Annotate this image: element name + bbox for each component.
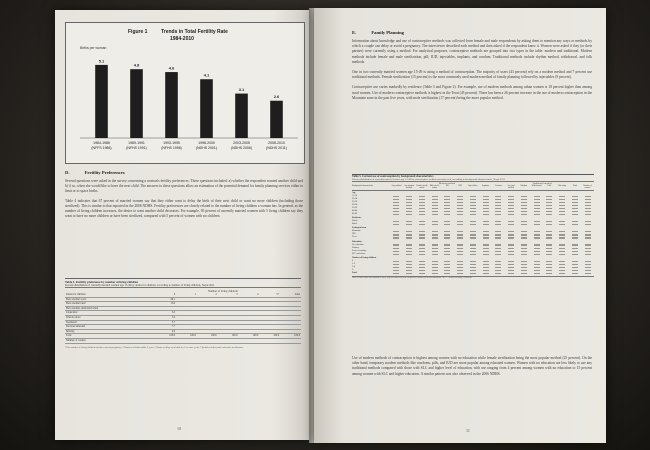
table-4-note: ¹ The number of living children includes current pregnancy. ² Wants next birth within 2 years. ³ Wants to delay next birth for 2 or more years. ⁴ Includes both female and male sterilization. bbox=[65, 345, 244, 349]
table-5-col-header: Not using bbox=[558, 185, 567, 187]
table-cell-illegible bbox=[581, 236, 594, 239]
row-label: Primary bbox=[352, 246, 360, 249]
table-cell-illegible bbox=[441, 223, 454, 226]
table-5-group-label: Number of living children bbox=[352, 256, 377, 259]
table-cell-illegible bbox=[569, 236, 582, 239]
table-cell-illegible bbox=[530, 236, 543, 239]
row-label: Have another soon² bbox=[65, 297, 155, 302]
table-cell: 100.0 bbox=[280, 334, 301, 339]
section-e-paragraph-4: Use of modern methods of contraception is highest among women with no education while female sterilization being the most popular method (25 percent). On the other hand, temporary modern methods like condoms, pills, and IUD are more popular among educated women. Women with no education are less likely to use any traditional methods compared with those with SLC and higher level of education, with use ranging from 4 percent among women with no education to 15 percent among women with SLC and higher education. A similar pattern was also observed in the 2006 NDHS. bbox=[352, 356, 592, 376]
section-e-paragraph-2: One in two currently married women age 15-49 is using a method of contraception. The majority of users (43 percent) rely on a modern method and 7 percent use traditional methods. Female sterilization (15 percent) is the most commonly used modern method of family planning followed by injectables (9 percent). bbox=[352, 70, 592, 80]
table-cell-illegible bbox=[428, 253, 441, 256]
page-number-left: 10 bbox=[177, 426, 181, 431]
bar-0 bbox=[95, 65, 108, 138]
table-cell-illegible bbox=[505, 213, 518, 216]
bar-3 bbox=[200, 79, 213, 138]
table-5-col-header: Rhythm bbox=[520, 185, 528, 187]
section-d-number: D. bbox=[65, 170, 70, 175]
row-label: Urban bbox=[352, 220, 358, 223]
x-tick-label-5-1: (NDHS 2011) bbox=[266, 146, 287, 150]
bar-4 bbox=[235, 94, 248, 138]
table-cell-illegible bbox=[441, 272, 454, 275]
table-cell-illegible bbox=[518, 223, 531, 226]
table-4-col-header: 5+ bbox=[259, 293, 280, 297]
table-cell-illegible bbox=[581, 272, 594, 275]
x-tick-label-4-0: 2003-2005 bbox=[233, 141, 250, 145]
table-cell: 5.4 bbox=[155, 315, 176, 320]
chart-subtitle: 1984-2010 bbox=[170, 36, 194, 42]
table-cell-illegible bbox=[441, 236, 454, 239]
table-cell-illegible bbox=[454, 236, 467, 239]
table-5-col-header: Male sterili-zation bbox=[429, 185, 440, 190]
table-row bbox=[352, 253, 594, 256]
table-cell: 66.1 bbox=[155, 297, 176, 302]
table-cell-illegible bbox=[479, 272, 492, 275]
table-5-col-header: Condom bbox=[494, 185, 502, 187]
table-cell-illegible bbox=[581, 253, 594, 256]
table-cell-illegible bbox=[454, 213, 467, 216]
table-cell-illegible bbox=[454, 223, 467, 226]
table-cell-illegible bbox=[556, 253, 569, 256]
table-4-col-header: Total bbox=[280, 293, 301, 297]
row-label: 5+ bbox=[352, 268, 355, 271]
bar-5 bbox=[270, 101, 283, 138]
table-5-group-label: Ecological zone bbox=[352, 227, 367, 230]
table-4-col-header: 4 bbox=[239, 293, 260, 297]
bar-2 bbox=[165, 72, 178, 138]
table-cell-illegible bbox=[454, 253, 467, 256]
row-label: Sterilized⁴ bbox=[65, 320, 155, 325]
table-5-col-header: IUD bbox=[458, 185, 462, 187]
x-tick-label-4-1: (NDHS 2006) bbox=[230, 146, 253, 150]
table-5-group-label: Residence bbox=[352, 217, 362, 220]
table-4-grid bbox=[65, 293, 301, 344]
table-row bbox=[352, 236, 594, 239]
table-row bbox=[352, 223, 594, 226]
table-cell-illegible bbox=[403, 236, 416, 239]
table-row bbox=[352, 272, 594, 275]
right-page bbox=[314, 8, 606, 443]
table-cell: 100.0 bbox=[197, 334, 218, 339]
table-5 bbox=[352, 174, 594, 280]
table-cell bbox=[259, 338, 280, 343]
row-label: No education bbox=[352, 243, 364, 246]
table-cell bbox=[176, 338, 197, 343]
row-label: 0 bbox=[352, 259, 354, 262]
bar-value-label-1: 4.8 bbox=[133, 62, 140, 68]
table-cell-illegible bbox=[518, 253, 531, 256]
row-label: Rural bbox=[352, 223, 357, 226]
table-5-col-header: Any method bbox=[391, 185, 402, 187]
table-cell-illegible bbox=[581, 213, 594, 216]
table-cell-illegible bbox=[479, 236, 492, 239]
y-axis-label: Births per woman bbox=[80, 46, 107, 50]
table-cell-illegible bbox=[479, 213, 492, 216]
x-tick-label-3-0: 1998-2000 bbox=[198, 141, 215, 145]
table-cell-illegible bbox=[428, 272, 441, 275]
bar-1 bbox=[130, 69, 143, 138]
table-cell-illegible bbox=[416, 272, 429, 275]
page-number-right: 11 bbox=[466, 428, 470, 433]
table-4-title: Table 4. Fertility preference by number of living children bbox=[65, 280, 138, 284]
table-cell-illegible bbox=[467, 272, 480, 275]
section-e-paragraph-1: Information about knowledge and use of contraceptive methods was collected from female and male respondents by asking them to mention any ways or methods by which a couple can delay or avoid a pregnancy. The interviewer described each method and then asked if the respondent knew it. Women were asked if they (or their partner) were currently using a method. For analytical purposes, contraceptive methods are grouped into two types in the table: modern and traditional. Modern methods include female and male sterilization, pill, IUD, injectables, implants, and condom. Traditional methods include rhythm method, withdrawal, and folk methods. bbox=[352, 39, 592, 64]
section-e-paragraph-3: Contraceptive use varies markedly by residence (Table 5 and Figure 2). For example, use of modern methods among urban women is 18 percent higher than among rural women. Use of modern contraceptive methods is highest in the Terai (45 percent). There has been a 26 percent increase in the use of modern contraception in the Mountain zone in the past five years, with male sterilization (17 percent) being the more popular method. bbox=[352, 85, 592, 100]
table-5-traditional-group: Traditional method bbox=[532, 182, 552, 185]
table-5-col-header: Number of women bbox=[583, 185, 592, 190]
table-cell-illegible bbox=[530, 272, 543, 275]
bar-value-label-0: 5.1 bbox=[98, 58, 105, 64]
table-5-col-header: Any modern method bbox=[404, 185, 415, 190]
table-cell-illegible bbox=[479, 223, 492, 226]
row-label: Have another later³ bbox=[65, 302, 155, 307]
table-cell-illegible bbox=[390, 236, 403, 239]
table-cell-illegible bbox=[569, 213, 582, 216]
table-cell-illegible bbox=[505, 223, 518, 226]
row-label: 20-24 bbox=[352, 197, 358, 200]
section-e-continued bbox=[352, 356, 592, 377]
table-cell-illegible bbox=[403, 272, 416, 275]
table-5-group-label: Age bbox=[352, 191, 356, 194]
row-label: Undecided bbox=[65, 311, 155, 316]
table-cell-illegible bbox=[390, 223, 403, 226]
table-cell-illegible bbox=[556, 272, 569, 275]
section-e-number: E. bbox=[352, 30, 357, 35]
table-cell: 7.7 bbox=[155, 325, 176, 330]
table-cell: 100.0 bbox=[259, 334, 280, 339]
row-label: 25-29 bbox=[352, 200, 358, 203]
left-page bbox=[55, 10, 312, 440]
x-tick-label-3-1: (NDHS 2001) bbox=[195, 146, 218, 150]
table-cell-illegible bbox=[428, 236, 441, 239]
table-cell: 3.7 bbox=[155, 320, 176, 325]
table-5-note: Note: If more than one method is used, only the most effective method is considered in this tabulation. SLC = School Leaving Certificate bbox=[352, 276, 594, 280]
figure-1-box bbox=[65, 22, 305, 164]
table-cell-illegible bbox=[505, 253, 518, 256]
table-4-row-header: Desire for children bbox=[65, 293, 155, 297]
table-cell-illegible bbox=[543, 213, 556, 216]
table-5-col-header: Any trad. method bbox=[507, 185, 515, 190]
row-label: Have another, undecided when bbox=[65, 306, 155, 311]
table-cell-illegible bbox=[492, 236, 505, 239]
row-label: Number of women bbox=[65, 338, 155, 343]
table-cell: 13.6 bbox=[155, 302, 176, 307]
table-cell: 0.6 bbox=[155, 329, 176, 334]
row-label: 35-39 bbox=[352, 207, 358, 210]
row-label: Total bbox=[65, 334, 155, 339]
table-5-col-header: With-drawal bbox=[531, 185, 542, 187]
table-cell-illegible bbox=[492, 253, 505, 256]
table-4-subtitle: Percent distribution of currently married women age 15-49 by desire for children, according to number of living children, Nepal 2011 bbox=[65, 284, 301, 288]
table-cell-illegible bbox=[505, 236, 518, 239]
table-cell-illegible bbox=[390, 272, 403, 275]
table-5-col-header: Pill bbox=[445, 185, 449, 187]
table-cell-illegible bbox=[441, 213, 454, 216]
tfr-bar-chart bbox=[66, 23, 304, 163]
x-tick-label-0-0: 1984-1986 bbox=[93, 141, 110, 145]
row-label: 40-44 bbox=[352, 210, 358, 213]
table-cell-illegible bbox=[569, 223, 582, 226]
table-4-column-group: Number of living children¹ bbox=[207, 290, 239, 293]
table-cell-illegible bbox=[556, 223, 569, 226]
table-cell-illegible bbox=[390, 213, 403, 216]
table-5-col-header: Folk bbox=[547, 185, 552, 187]
table-cell-illegible bbox=[428, 213, 441, 216]
x-tick-label-1-1: (NFHS 1991) bbox=[126, 146, 147, 150]
row-label: Want no more bbox=[65, 315, 155, 320]
table-cell-illegible bbox=[467, 223, 480, 226]
table-5-col-header: Implants bbox=[482, 185, 490, 187]
table-cell: 3.0 bbox=[155, 311, 176, 316]
table-cell-illegible bbox=[543, 272, 556, 275]
table-cell: 100.0 bbox=[239, 334, 260, 339]
chart-title: Trends in Total Fertility Rate bbox=[161, 29, 228, 35]
table-cell-illegible bbox=[569, 253, 582, 256]
row-label: Missing bbox=[65, 329, 155, 334]
table-cell-illegible bbox=[530, 213, 543, 216]
table-cell bbox=[218, 338, 239, 343]
table-cell-illegible bbox=[416, 223, 429, 226]
bar-value-label-4: 3.1 bbox=[238, 87, 245, 93]
table-cell-illegible bbox=[530, 253, 543, 256]
row-label: Declared infecund bbox=[65, 325, 155, 330]
bars-group bbox=[91, 58, 286, 150]
row-label: 15-19 bbox=[352, 194, 358, 197]
table-cell-illegible bbox=[543, 223, 556, 226]
table-cell-illegible bbox=[403, 253, 416, 256]
table-5-modern-group: Modern method bbox=[438, 182, 456, 185]
table-cell-illegible bbox=[581, 223, 594, 226]
table-cell-illegible bbox=[479, 253, 492, 256]
row-label: Some secondary bbox=[352, 249, 367, 252]
table-cell-illegible bbox=[543, 236, 556, 239]
table-5-col-header: Total bbox=[572, 185, 577, 187]
table-cell-illegible bbox=[403, 213, 416, 216]
figure-label: Figure 1 bbox=[128, 29, 148, 35]
table-cell-illegible bbox=[518, 272, 531, 275]
table-5-col-header: Background characteristic bbox=[352, 185, 373, 187]
table-cell-illegible bbox=[556, 236, 569, 239]
table-5-grid bbox=[352, 185, 594, 275]
row-label: 1-2 bbox=[352, 262, 355, 265]
table-cell bbox=[239, 338, 260, 343]
table-4 bbox=[65, 278, 301, 349]
section-d-paragraph-2: Table 4 indicates that 67 percent of married women say that they either want to delay the birth of their next child or want no more children (including those sterilized). This is similar to that reported in the 2006 NDHS. Fertility preferences are closely related to the number of living children a woman has. In general, as the number of living children increases, the desire to want another child decreases. For example, 95 percent of currently married women with 5 living children say they want to have no more children or have been sterilized, compared with 5 percent of women with no children. bbox=[65, 198, 303, 219]
row-label: Total bbox=[352, 271, 357, 274]
section-d-title: Fertility Preferences bbox=[84, 170, 125, 175]
table-cell: 100.0 bbox=[155, 334, 176, 339]
table-cell-illegible bbox=[441, 253, 454, 256]
table-cell: 100.0 bbox=[218, 334, 239, 339]
x-tick-label-0-1: (NFFS 1986) bbox=[91, 146, 112, 150]
table-cell-illegible bbox=[416, 253, 429, 256]
section-d-paragraph-1: Several questions were asked in the survey concerning a woman's fertility preferences. These questions included: a) whether the respondent wanted another child and b) if so, when she would like to have the next child. The answers to these questions allow an estimation of the potential demand for family planning services either to limit or to space births. bbox=[65, 179, 303, 194]
x-tick-label-1-0: 1989-1991 bbox=[128, 141, 145, 145]
table-cell-illegible bbox=[467, 253, 480, 256]
table-cell-illegible bbox=[543, 253, 556, 256]
row-label: SLC and above bbox=[352, 252, 366, 255]
table-cell bbox=[197, 338, 218, 343]
row-label: Hill bbox=[352, 233, 356, 236]
table-cell-illegible bbox=[518, 236, 531, 239]
table-cell-illegible bbox=[403, 223, 416, 226]
table-4-col-header: 1 bbox=[176, 293, 197, 297]
table-cell-illegible bbox=[416, 213, 429, 216]
table-cell-illegible bbox=[492, 223, 505, 226]
x-tick-label-2-0: 1993-1995 bbox=[163, 141, 180, 145]
row-label: 45-49 bbox=[352, 213, 358, 216]
table-cell-illegible bbox=[492, 272, 505, 275]
table-4-col-header: 3 bbox=[218, 293, 239, 297]
table-5-subtitle: Percent distribution of currently married women age 15-49 by contraceptive method currently used, according to background characteristics, Nepal 2011 bbox=[352, 178, 594, 182]
table-cell-illegible bbox=[428, 223, 441, 226]
bar-value-label-2: 4.6 bbox=[168, 65, 175, 71]
table-cell-illegible bbox=[530, 223, 543, 226]
table-4-col-header: 0 bbox=[155, 293, 176, 297]
table-cell bbox=[280, 338, 301, 343]
table-cell-illegible bbox=[467, 236, 480, 239]
table-cell-illegible bbox=[569, 272, 582, 275]
table-5-title: Table 5. Current use of contraception by background characteristics bbox=[352, 175, 434, 178]
x-tick-label-2-1: (NFHS 1996) bbox=[161, 146, 182, 150]
table-cell bbox=[155, 338, 176, 343]
table-cell-illegible bbox=[505, 272, 518, 275]
table-row bbox=[352, 213, 594, 216]
table-cell-illegible bbox=[390, 253, 403, 256]
row-label: 30-34 bbox=[352, 204, 358, 206]
table-row bbox=[65, 338, 301, 343]
table-cell-illegible bbox=[454, 272, 467, 275]
row-label: Mountain bbox=[352, 230, 361, 233]
table-cell: 100.0 bbox=[176, 334, 197, 339]
table-cell-illegible bbox=[518, 213, 531, 216]
bar-value-label-3: 4.1 bbox=[203, 72, 210, 78]
table-4-col-header: 2 bbox=[197, 293, 218, 297]
table-cell-illegible bbox=[467, 213, 480, 216]
row-label: Terai bbox=[352, 236, 357, 239]
section-d bbox=[65, 170, 303, 219]
section-e-title: Family Planning bbox=[371, 30, 404, 35]
table-cell-illegible bbox=[492, 213, 505, 216]
row-label: 3-4 bbox=[352, 265, 355, 268]
table-cell-illegible bbox=[556, 213, 569, 216]
section-e bbox=[352, 30, 592, 101]
bar-value-label-5: 2.6 bbox=[273, 94, 280, 100]
table-5-col-header: Female sterili-zation bbox=[416, 185, 428, 190]
table-cell-illegible bbox=[416, 236, 429, 239]
table-5-group-label: Education bbox=[352, 240, 362, 243]
table-5-col-header: Inject-ables bbox=[468, 185, 478, 187]
x-tick-label-5-0: 2008-2010 bbox=[268, 141, 285, 145]
